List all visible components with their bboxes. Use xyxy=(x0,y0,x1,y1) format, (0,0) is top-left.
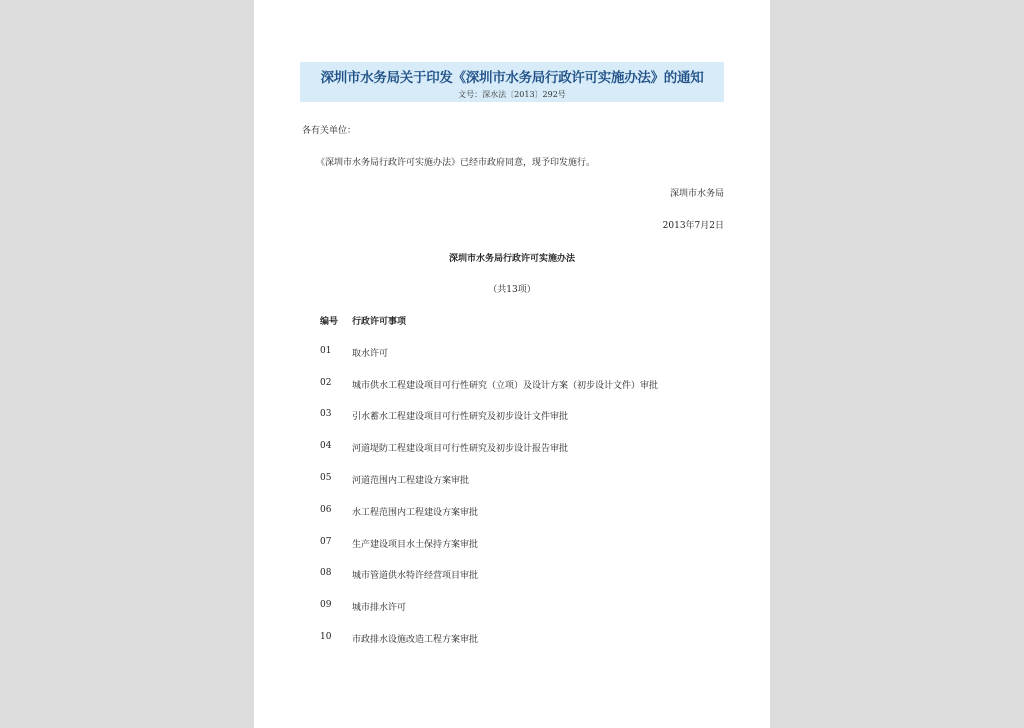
item-number: 07 xyxy=(320,537,332,547)
item-number: 02 xyxy=(320,378,332,388)
header-number: 编号 xyxy=(320,317,339,327)
addressee: 各有关单位： xyxy=(302,126,357,136)
item-number: 09 xyxy=(320,600,332,610)
measures-title: 深圳市水务局行政许可实施办法 xyxy=(448,254,575,264)
header-item: 行政许可事项 xyxy=(352,317,407,327)
notice-body: 《深圳市水务局行政许可实施办法》已经市政府同意，现予印发施行。 xyxy=(316,158,596,168)
issuer: 深圳市水务局 xyxy=(669,189,724,199)
item-number: 03 xyxy=(320,409,332,419)
item-number: 06 xyxy=(320,505,332,515)
item-number: 01 xyxy=(320,346,332,356)
item-text: 河道堤防工程建设项目可行性研究及初步设计报告审批 xyxy=(352,444,569,454)
item-text: 市政排水设施改造工程方案审批 xyxy=(352,635,479,645)
item-number: 08 xyxy=(320,568,332,578)
item-text: 水工程范围内工程建设方案审批 xyxy=(352,508,479,518)
item-text: 城市排水许可 xyxy=(352,603,407,613)
issue-date: 2013年7月2日 xyxy=(662,221,724,231)
item-text: 河道范围内工程建设方案审批 xyxy=(352,476,470,486)
item-number: 05 xyxy=(320,473,332,483)
document-page xyxy=(254,0,770,728)
notice-title: 深圳市水务局关于印发《深圳市水务局行政许可实施办法》的通知 xyxy=(320,70,704,86)
item-number: 04 xyxy=(320,441,332,451)
item-text: 生产建设项目水土保持方案审批 xyxy=(352,540,479,550)
item-count-note: （共13项） xyxy=(488,285,536,295)
title-banner xyxy=(300,62,724,102)
item-text: 城市供水工程建设项目可行性研究（立项）及设计方案（初步设计文件）审批 xyxy=(352,381,659,391)
item-text: 引水蓄水工程建设项目可行性研究及初步设计文件审批 xyxy=(352,412,569,422)
document-number: 文号：深水法〔2013〕292号 xyxy=(458,90,566,99)
item-text: 城市管道供水特许经营项目审批 xyxy=(352,571,479,581)
item-text: 取水许可 xyxy=(352,349,389,359)
item-number: 10 xyxy=(320,632,332,642)
